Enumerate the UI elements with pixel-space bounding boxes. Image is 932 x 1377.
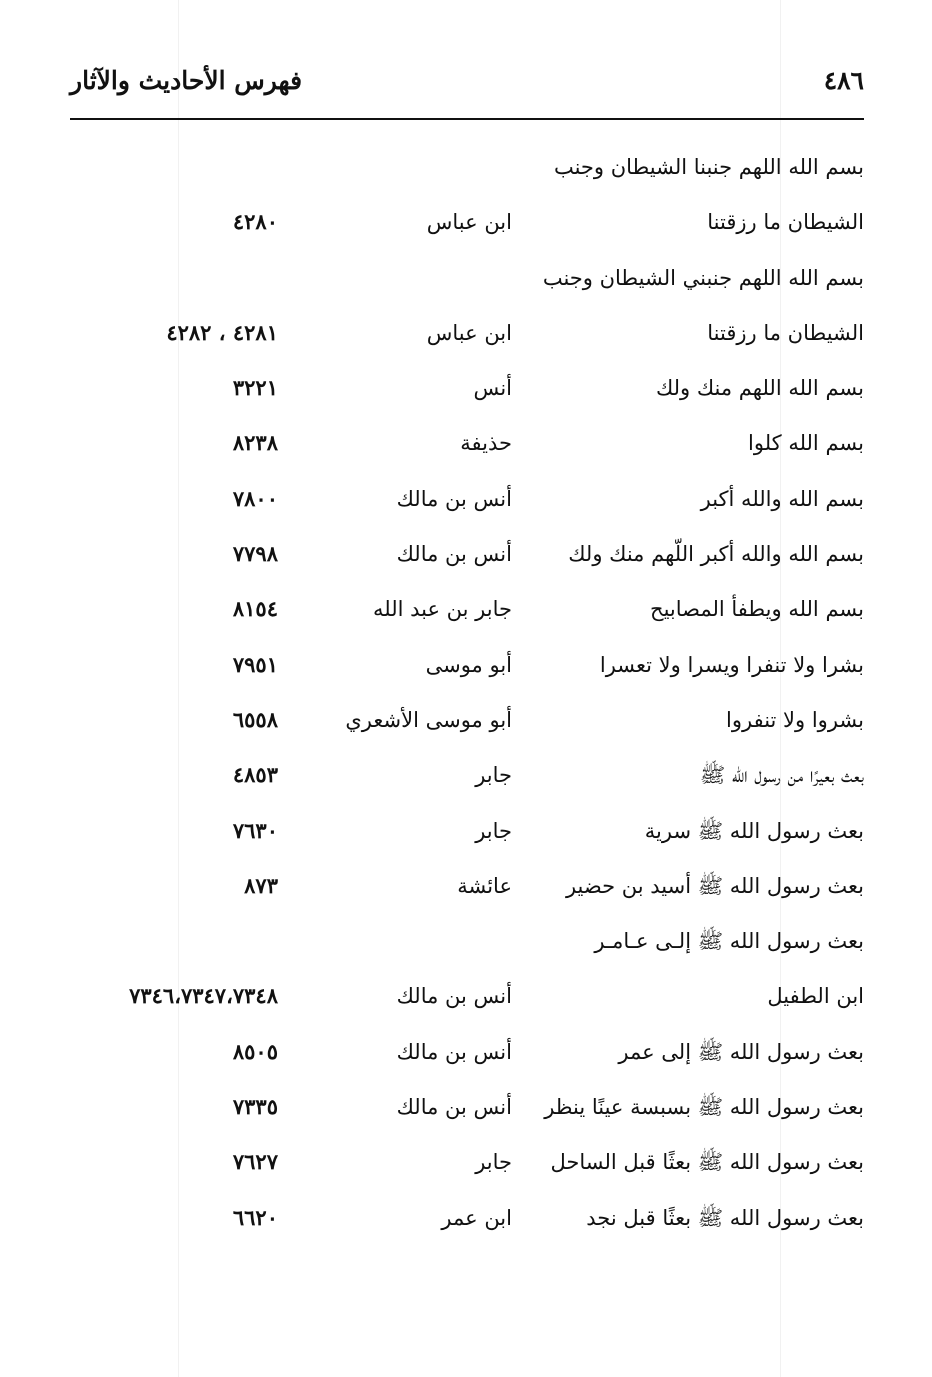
hadith-text: بعث رسول الله ﷺ أسيد بن حضير [565,873,864,898]
index-entry [70,804,864,859]
index-entry [70,1025,864,1080]
hadith-text: بعث رسول الله ﷺ بعثًا قبل نجد [586,1205,864,1230]
page-number: ٤٨٦ [823,66,864,95]
narrator: أنس بن مالك [396,486,512,511]
hadith-index-list [70,140,864,1246]
index-entry [70,859,864,914]
reference-numbers: ٤٢٨٠ [232,209,278,235]
reference-numbers: ٦٥٥٨ [232,706,278,732]
index-entry [70,748,864,803]
narrator: عائشة [457,873,512,898]
narrator: جابر [475,763,512,788]
reference-numbers: ٨١٥٤ [232,596,278,622]
narrator: جابر بن عبد الله [372,597,512,622]
hadith-text: بشروا ولا تنفروا [726,707,864,732]
narrator: حذيفة [460,431,512,456]
hadith-text: بسم الله ويطفأ المصابيح [650,597,864,622]
narrator: ابن عمر [441,1205,512,1230]
hadith-text: بعث بعيرًا من رسول الله ﷺ [699,763,864,788]
hadith-text: ابن الطفيل [767,984,864,1009]
page-title: فهرس الأحاديث والآثار [70,66,303,95]
index-entry [70,472,864,527]
hadith-text: بعث رسول الله ﷺ بسبسة عينًا ينظر [544,1095,864,1120]
narrator: أنس [473,376,512,401]
hadith-text: بعث رسول الله ﷺ بعثًا قبل الساحل [550,1150,864,1175]
narrator: أنس بن مالك [396,542,512,567]
hadith-text: بشرا ولا تنفرا ويسرا ولا تعسرا [599,652,864,677]
narrator: أنس بن مالك [396,1095,512,1120]
hadith-text: بعث رسول الله ﷺ سرية [644,818,864,843]
narrator: ابن عباس [426,210,512,235]
header-divider [70,118,864,120]
hadith-text: بسم الله اللهم جنبنا الشيطان وجنب [553,155,864,179]
hadith-text: بعث رسول الله ﷺ إلى عمر [618,1039,864,1064]
index-entry [70,361,864,416]
index-entry [70,527,864,582]
narrator: أبو موسى الأشعري [345,707,512,732]
hadith-text: بسم الله اللهم جنبني الشيطان وجنب [542,265,864,290]
hadith-text: الشيطان ما رزقتنا [707,320,864,345]
index-entry [70,416,864,471]
reference-numbers: ٤٨٥٣ [232,762,278,788]
reference-numbers: ٨٥٠٥ [232,1038,278,1064]
reference-numbers: ٧٨٠٠ [232,485,278,511]
index-entry [70,1191,864,1246]
index-entry [70,140,864,195]
narrator: أبو موسى [425,652,512,677]
hadith-text: بسم الله والله أكبر اللّهم منك ولك [568,542,864,567]
index-entry [70,1135,864,1190]
reference-numbers: ٨٢٣٨ [232,430,278,456]
reference-numbers: ٣٢٢١ [232,375,278,401]
reference-numbers: ٧٩٥١ [232,651,278,677]
reference-numbers: ٧٦٣٠ [232,817,278,843]
narrator: أنس بن مالك [396,984,512,1009]
index-entry [70,1080,864,1135]
hadith-text: بسم الله كلوا [748,431,864,456]
hadith-text: بسم الله والله أكبر [700,486,864,511]
index-entry [70,914,864,969]
hadith-text: بعث رسول الله ﷺ إلـى عـامـر [594,929,864,954]
narrator: جابر [475,1150,512,1175]
narrator: جابر [475,818,512,843]
hadith-text: الشيطان ما رزقتنا [707,210,864,235]
narrator: ابن عباس [426,320,512,345]
reference-numbers: ٦٦٢٠ [232,1204,278,1230]
index-entry [70,638,864,693]
reference-numbers: ٨٧٣ [244,872,278,898]
index-entry [70,969,864,1024]
page-header [70,62,864,112]
index-entry [70,306,864,361]
reference-numbers: ٧٣٤٦،٧٣٤٧،٧٣٤٨ [129,983,278,1009]
index-entry [70,693,864,748]
index-entry [70,195,864,250]
narrator: أنس بن مالك [396,1039,512,1064]
reference-numbers: ٧٧٩٨ [232,541,278,567]
reference-numbers: ٧٦٢٧ [232,1149,278,1175]
reference-numbers: ٤٢٨١ ، ٤٢٨٢ [166,319,278,345]
hadith-text: بسم الله اللهم منك ولك [655,376,864,401]
index-entry [70,582,864,637]
reference-numbers: ٧٣٣٥ [232,1094,278,1120]
index-entry [70,251,864,306]
